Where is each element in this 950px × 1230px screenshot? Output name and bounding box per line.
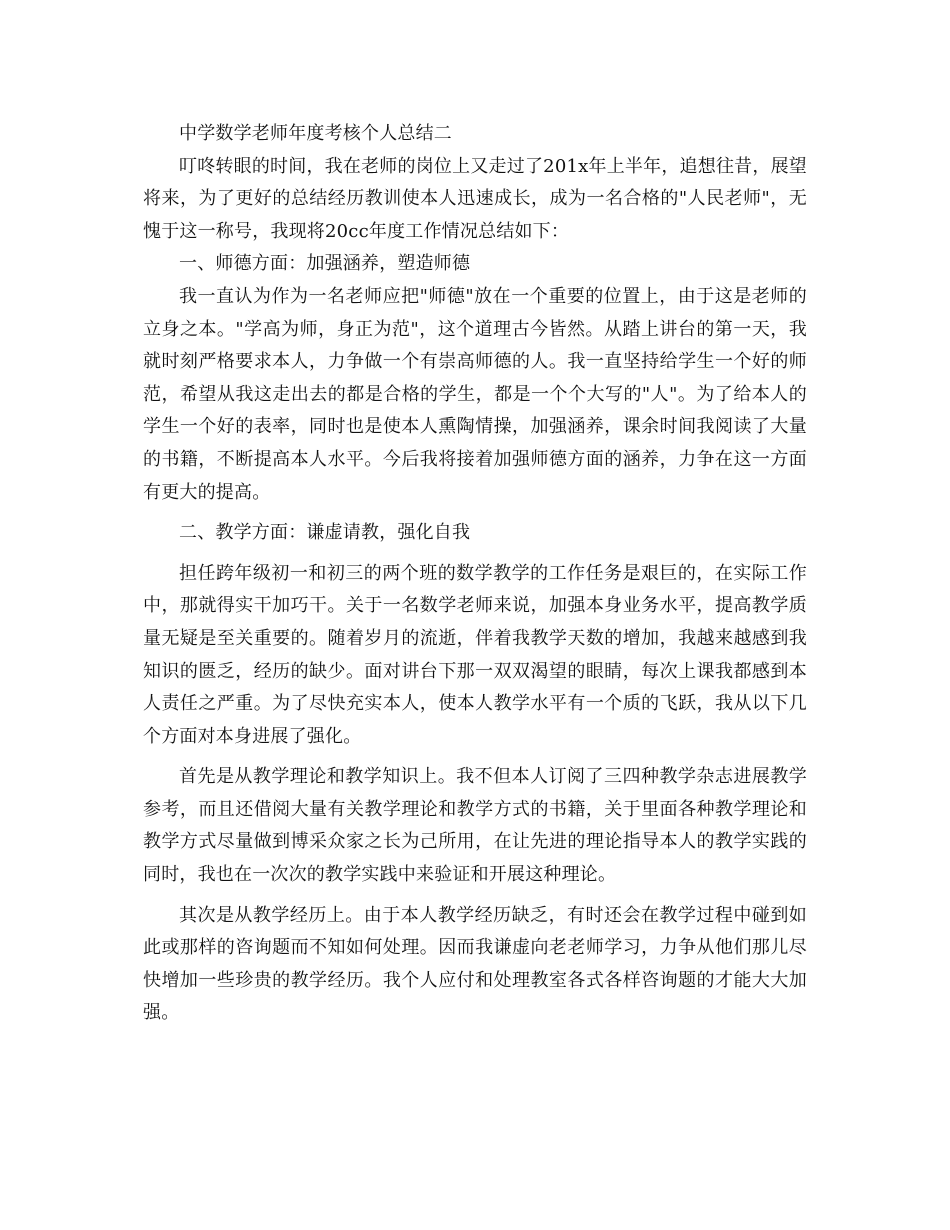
paragraph-experience: 其次是从教学经历上。由于本人教学经历缺乏，有时还会在教学过程中碰到如此或那样的咨询题而不知如何处理。因而我谦虚向老老师学习，力争从他们那儿尽快增加一些珍贵的教学经历。我个人应付和处理教室各式各样咨询题的才能大大加强。 bbox=[143, 904, 807, 1024]
paragraph-intro: 叮咚转眼的时间，我在老师的岗位上又走过了201x年上半年，追想往昔，展望将来，为了更好的总结经历教训使本人迅速成长，成为一名合格的"人民老师"，无愧于这一称号，我现将20cc年度工作情况总结如下： bbox=[143, 155, 807, 242]
paragraph-theory: 首先是从教学理论和教学知识上。我不但本人订阅了三四种教学杂志进展教学参考，而且还借阅大量有关教学理论和教学方式的书籍，关于里面各种教学理论和教学方式尽量做到博采众家之长为己所用，在让先进的理论指导本人的教学实践的同时，我也在一次次的教学实践中来验证和开展这种理论。 bbox=[143, 766, 807, 886]
section-heading-teaching: 二、教学方面：谦虚请教，强化自我 bbox=[179, 522, 471, 544]
paragraph-ethics: 我一直认为作为一名老师应把"师德"放在一个重要的位置上，由于这是老师的立身之本。"学高为师，身正为范"，这个道理古今皆然。从踏上讲台的第一天，我就时刻严格要求本人，力争做一个有崇高师德的人。我一直坚持给学生一个好的师范，希望从我这走出去的都是合格的学生，都是一个个大写的"人"。为了给本人的学生一个好的表率，同时也是使本人熏陶情操，加强涵养，课余时间我阅读了大量的书籍，不断提高本人水平。今后我将接着加强师德方面的涵养，力争在这一方面有更大的提高。 bbox=[143, 285, 807, 503]
document-body bbox=[143, 118, 807, 1030]
section-heading-ethics: 一、师德方面：加强涵养，塑造师德 bbox=[179, 253, 471, 275]
paragraph-teaching: 担任跨年级初一和初三的两个班的数学教学的工作任务是艰巨的，在实际工作中，那就得实干加巧干。关于一名数学老师来说，加强本身业务水平，提高教学质量无疑是至关重要的。随着岁月的流逝，伴着我教学天数的增加，我越来越感到我知识的匮乏，经历的缺少。面对讲台下那一双双渴望的眼睛，每次上课我都感到本人责任之严重。为了尽快充实本人，使本人教学水平有一个质的飞跃，我从以下几个方面对本身进展了强化。 bbox=[143, 562, 807, 747]
document-title: 中学数学老师年度考核个人总结二 bbox=[179, 123, 452, 144]
